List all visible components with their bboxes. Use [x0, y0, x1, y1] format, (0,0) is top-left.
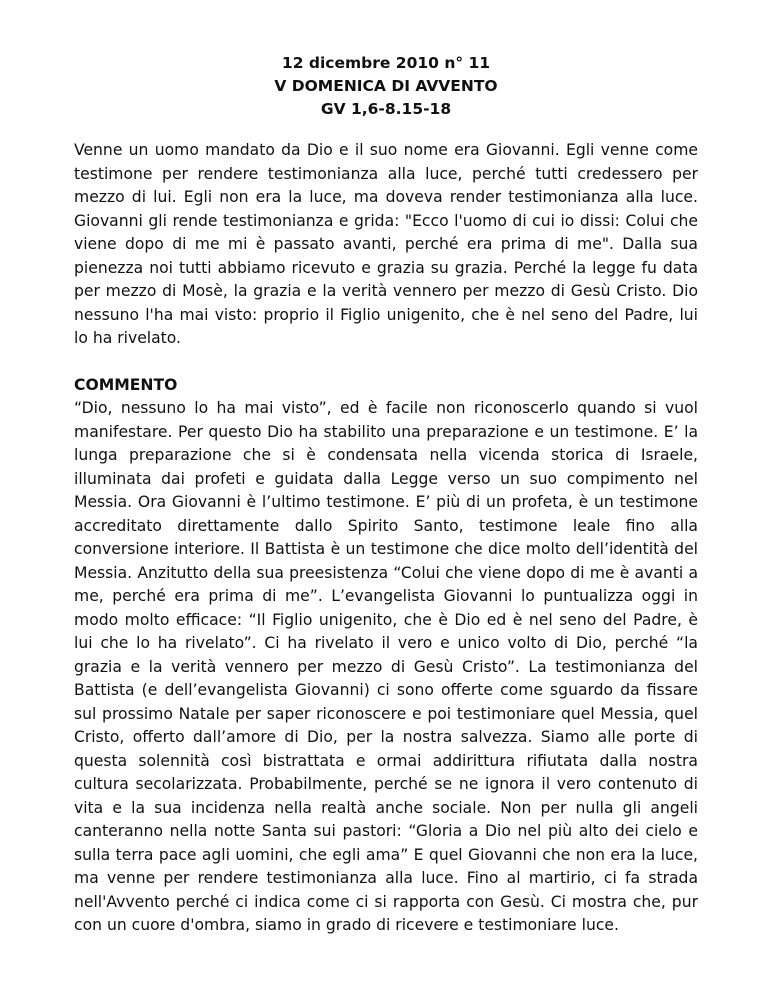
header-gospel-reference: GV 1,6-8.15-18 — [320, 100, 452, 118]
header-date: 12 dicembre 2010 n° 11 — [281, 54, 491, 72]
gospel-reading-text: Venne un uomo mandato da Dio e il suo nome era Giovanni. Egli venne come testimone per rendere testimonianza alla luce, perché tutti credessero per mezzo di lui. Egli non era la luce, ma doveva render testimonianza alla luce. Giovanni gli rende testimonianza e grida: "Ecco l'uomo di cui io dissi: Colui che viene dopo di me mi è passato avanti, perché era prima di me". Dalla sua pienezza noi tutti abbiamo ricevuto e grazia su grazia. Perché la legge fu data per mezzo di Mosè, la grazia e la verità vennero per mezzo di Gesù Cristo. Dio nessuno l'ha mai visto: proprio il Figlio unigenito, che è nel seno del Padre, lui lo ha rivelato. — [74, 141, 698, 347]
comment-text: “Dio, nessuno lo ha mai visto”, ed è facile non riconoscerlo quando si vuol manifestare. Per questo Dio ha stabilito una preparazione e un testimone. E’ la lunga preparazione che si è condensata nella vicenda storica di Israele, illuminata dai profeti e guidata dalla Legge verso un suo compimento nel Messia. Ora Giovanni è l’ultimo testimone. E’ più di un profeta, è un testimone accreditato direttamente dallo Spirito Santo, testimone leale fino alla conversione interiore. Il Battista è un testimone che dice molto dell’identità del Messia. Anzitutto della sua preesistenza “Colui che viene dopo di me è avanti a me, perché era prima di me”. L’evangelista Giovanni lo puntualizza oggi in modo molto efficace: “Il Figlio unigenito, che è Dio ed è nel seno del Padre, è lui che lo ha rivelato”. Ci ha rivelato il vero e unico volto di Dio, perché “la grazia e la verità vennero per mezzo di Gesù Cristo”. La testimonianza del Battista (e dell’evangelista Giovanni) ci sono offerte come sguardo da fissare sul prossimo Natale per saper riconoscere e poi testimoniare quel Messia, quel Cristo, offerto dall’amore di Dio, per la nostra salvezza. Siamo alle porte di questa solennità così bistrattata e ormai addirittura rifiutata dalla nostra cultura secolarizzata. Probabilmente, perché se ne ignora il vero contenuto di vita e la sua incidenza nella realtà anche sociale. Non per nulla gli angeli canteranno nella notte Santa sui pastori: “Gloria a Dio nel più alto dei cielo e sulla terra pace agli uomini, che egli ama” E quel Giovanni che non era la luce, ma venne per rendere testimonianza alla luce. Fino al martirio, ci fa strada nell'Avvento perché ci indica come ci si rapporta con Gesù. Ci mostra che, pur con un cuore d'ombra, siamo in grado di ricevere e testimoniare luce. — [74, 399, 698, 934]
header-liturgy-title: V DOMENICA DI AVVENTO — [274, 77, 498, 95]
comment-heading: COMMENTO — [74, 375, 178, 394]
document-header — [74, 52, 698, 121]
document-page — [74, 52, 698, 938]
